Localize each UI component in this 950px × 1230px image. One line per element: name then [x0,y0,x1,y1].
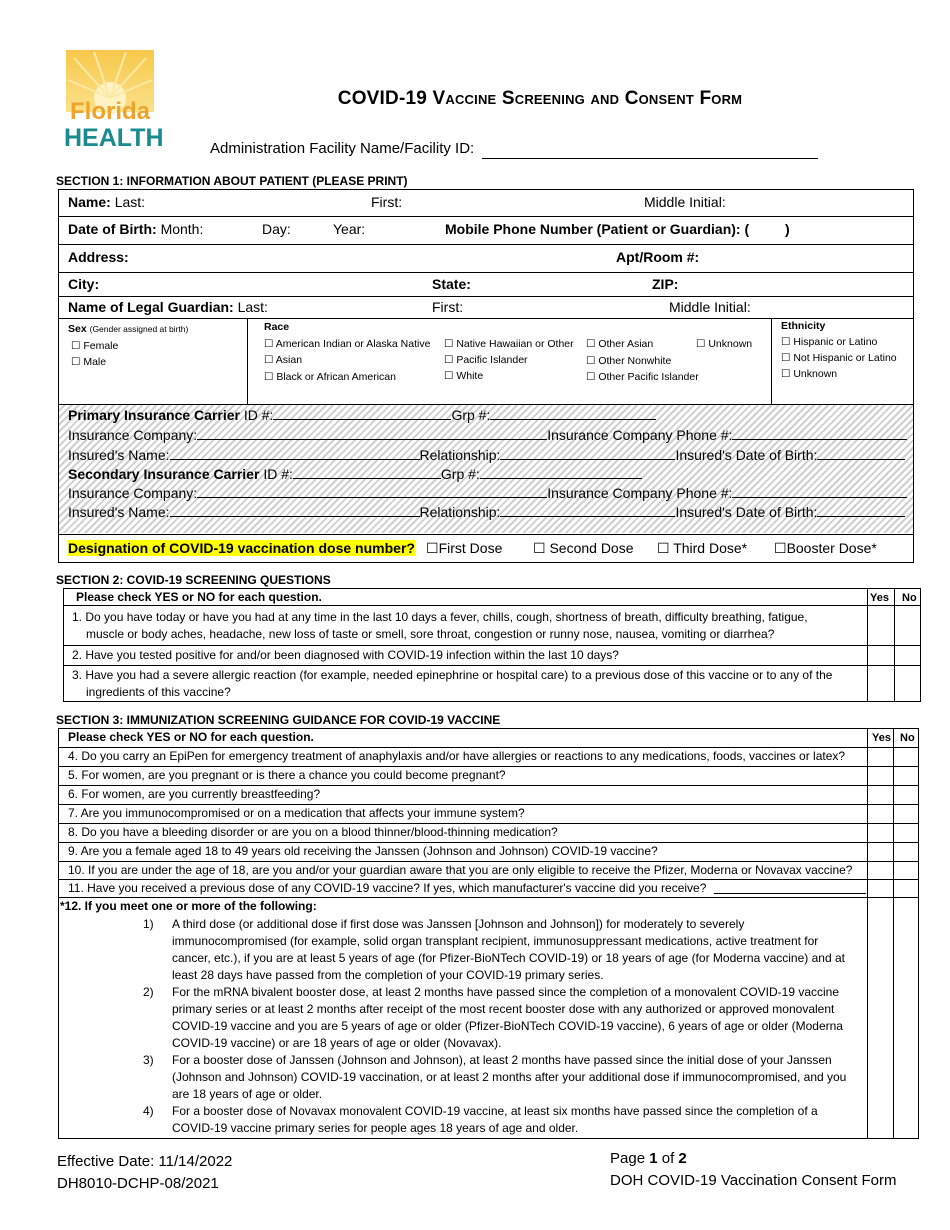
mobile-phone-label[interactable]: Mobile Phone Number (Patient or Guardian): ( [445,221,750,237]
q12-item-line: cancer, etc.), if you are at least 5 years of age (for Pfizer-BioNTech COVID-19) or 18 years of age (for Moderna vaccine) and at [172,951,845,965]
first-name-label: First: [371,194,403,210]
form-name: DOH COVID-19 Vaccination Consent Form [610,1172,897,1189]
q12-item-line: COVID-19 vaccine and you are 5 years of age or older (Pfizer-BioNTech COVID-19 vaccine), 6 years of age or older (Moderna [172,1019,843,1033]
q12-item-line: least 28 days have passed from the completion of your COVID-19 primary series. [172,968,604,982]
yes-header: Yes [872,732,891,744]
primary-insurance-row[interactable] [68,407,656,423]
no-header: No [902,592,917,604]
ethnicity-option[interactable]: ☐ Not Hispanic or Latino [781,352,897,364]
question-row [59,785,918,804]
question-text: 6. For women, are you currently breastfeeding? [68,787,321,801]
sex-female-option[interactable]: ☐ Female [71,340,119,352]
race-option[interactable]: ☐ Asian [264,354,303,366]
q12-item-line: For a booster dose of Novavax monovalent COVID-19 vaccine, at least six months have passed since the completion of a [172,1104,818,1118]
dob-year-label: Year: [333,221,366,237]
guardian-row[interactable] [68,299,268,315]
question-row [59,766,918,785]
middle-initial-label: Middle Initial: [644,194,726,210]
section3-instruction: Please check YES or NO for each question. [68,730,314,744]
q12-item-line: immunocompromised (for example, solid organ transplant recipient, immunosuppressant medications, active treatment for [172,934,819,948]
question-text: 2. Have you tested positive for and/or been diagnosed with COVID-19 infection within the last 10 days? [72,648,619,662]
question-text: 7. Are you immunocompromised or on a medication that affects your immune system? [68,806,525,820]
question-text: 9. Are you a female aged 18 to 49 years old receiving the Janssen (Johnson and Johnson) COVID-19 vaccine? [68,844,658,858]
question-text: 4. Do you carry an EpiPen for emergency treatment of anaphylaxis and/or have allergies or reactions to any medications, foods, vaccines or latex? [68,749,846,763]
q12-item-line: COVID-19 vaccine primary series for people ages 18 years of age and older. [172,1121,579,1135]
dob-month-label: Month: [160,221,204,237]
question-row [59,842,918,861]
primary-carrier-label: Primary Insurance Carrier [68,407,240,423]
question-row [59,747,918,766]
ethnicity-label: Ethnicity [781,320,826,332]
sex-label: Sex [68,323,87,335]
effective-date: Effective Date: 11/14/2022 [57,1153,233,1170]
apt-label[interactable]: Apt/Room #: [616,249,700,265]
race-option[interactable]: ☐ Unknown [696,338,753,350]
dose-second-option[interactable]: ☐ Second Dose [533,540,634,556]
mobile-phone-close: ) [785,221,790,237]
page-title: COVID-19 Vaccine Screening and Consent Form [337,88,743,109]
screening-table [63,588,921,702]
name-label: Name: [68,194,111,210]
question-row [59,879,918,898]
patient-info-box [58,189,914,563]
secondary-insured-row[interactable]: Insured's Name: Relationship: Insured's Date of Birth: [68,504,905,520]
dose-question: Designation of COVID-19 vaccination dose number? [68,540,415,556]
q12-item-line: primary series or at least 2 months after receipt of the most recent booster dose with any authorized or approved monovalent [172,1002,835,1016]
guardian-label: Name of Legal Guardian: [68,299,234,315]
q12-item-line: For a booster dose of Janssen (Johnson and Johnson), at least 2 months have passed since the initial dose of your Janssen [172,1053,832,1067]
question-row [59,823,918,842]
yes-checkbox-column[interactable] [867,747,893,1139]
q12-item-line: COVID-19 vaccine) or are 18 years of age or older (Novavax). [172,1036,502,1050]
zip-label[interactable]: ZIP: [652,276,679,292]
q12-heading: *12. If you meet one or more of the following: [60,899,317,913]
race-option[interactable]: ☐ Black or African American [264,371,396,383]
yes-checkbox-column[interactable] [867,605,894,702]
race-option[interactable]: ☐ Other Pacific Islander [586,371,699,383]
dob-label: Date of Birth: [68,221,157,237]
insurance-block [59,405,913,533]
question-row [64,645,920,666]
race-option[interactable]: ☐ Other Asian [586,338,654,350]
sex-header [68,323,188,335]
ethnicity-option[interactable]: ☐ Hispanic or Latino [781,336,878,348]
section2-instruction: Please check YES or NO for each question. [76,590,322,604]
primary-company-row[interactable]: Insurance Company: Insurance Company Phone #: [68,427,907,443]
dose-booster-option[interactable]: ☐Booster Dose* [774,540,877,556]
dob-row[interactable] [68,221,203,237]
no-header: No [900,732,915,744]
q12-item-line: A third dose (or additional dose if first dose was Janssen [Johnson and Johnson]) for moderately to severely [172,917,745,931]
question-text: muscle or body aches, headache, new loss of taste or smell, sore throat, congestion or runny nose, nausea, vomiting or diarrhea? [86,627,775,641]
facility-label: Administration Facility Name/Facility ID: [210,140,475,157]
secondary-carrier-label: Secondary Insurance Carrier [68,466,260,482]
race-option[interactable]: ☐ Native Hawaiian or Other [444,338,574,350]
question-row [64,665,920,702]
sex-male-option[interactable]: ☐ Male [71,356,107,368]
question-row [59,861,918,880]
question-text: ingredients of this vaccine? [86,685,231,699]
secondary-company-row[interactable]: Insurance Company: Insurance Company Phone #: [68,485,907,501]
q12-item-line: are 18 years of age or older. [172,1087,323,1101]
q12-item-number: 3) [143,1053,154,1067]
question-text: 8. Do you have a bleeding disorder or are you on a blood thinner/blood-thinning medication? [68,825,558,839]
q12-item-number: 2) [143,985,154,999]
q12-item-line: (Johnson and Johnson) COVID-19 vaccination, or at least 2 months after your additional dose if immunocompromised, and you [172,1070,847,1084]
address-label[interactable]: Address: [68,249,129,265]
last-name-label: Last: [114,194,146,210]
ethnicity-option[interactable]: ☐ Unknown [781,368,838,380]
yes-header: Yes [870,592,889,604]
race-label: Race [264,321,290,333]
dose-third-option[interactable]: ☐ Third Dose* [657,540,748,556]
immunization-table [58,728,919,1139]
facility-field[interactable] [482,158,818,159]
name-row[interactable] [68,194,145,210]
race-option[interactable]: ☐ Other Nonwhite [586,355,672,367]
question-text: 3. Have you had a severe allergic reaction (for example, needed epinephrine or hospital care) to a previous dose of this vaccine or to any of the [72,668,833,682]
section3-heading: SECTION 3: IMMUNIZATION SCREENING GUIDANCE FOR COVID-19 VACCINE [56,713,501,727]
no-checkbox-column[interactable] [893,747,919,1139]
question-12-block [59,897,918,1139]
no-checkbox-column[interactable] [894,605,921,702]
question-text: 5. For women, are you pregnant or is there a chance you could become pregnant? [68,768,506,782]
primary-insured-row[interactable]: Insured's Name: Relationship: Insured's Date of Birth: [68,447,905,463]
race-option[interactable]: ☐ American Indian or Alaska Native [264,338,431,350]
sex-note: (Gender assigned at birth) [89,324,189,334]
question-text: 1. Do you have today or have you had at any time in the last 10 days a fever, chills, cough, shortness of breath, difficulty breathing, fatigue, [72,610,808,624]
guardian-first-label: First: [432,299,464,315]
logo-text-florida: Florida [69,98,150,125]
secondary-insurance-row[interactable]: Secondary Insurance Carrier ID #: Grp #: [68,466,642,482]
florida-health-logo [64,50,164,154]
q12-item-number: 4) [143,1104,154,1118]
q12-item-line: For the mRNA bivalent booster dose, at least 2 months have passed since the completion of a monovalent COVID-19 vaccine [172,985,840,999]
primary-grp-label: Grp #: [451,407,491,423]
guardian-mi-label: Middle Initial: [669,299,751,315]
question-row [59,804,918,823]
state-label[interactable]: State: [432,276,471,292]
race-option[interactable]: ☐ White [444,370,484,382]
dob-day-label: Day: [262,221,291,237]
section2-heading: SECTION 2: COVID-19 SCREENING QUESTIONS [56,573,331,587]
guardian-last-label: Last: [237,299,268,315]
city-label[interactable]: City: [68,276,100,292]
primary-id-label: ID #: [243,407,274,423]
question-text: 11. Have you received a previous dose of any COVID-19 vaccine? If yes, which manufacturer's vaccine did you receive? [68,881,707,895]
form-code: DH8010-DCHP-08/2021 [57,1175,219,1192]
page-number: Page 1 of 2 [610,1150,687,1167]
logo-text-health: HEALTH [64,124,164,152]
q12-item-number: 1) [143,917,154,931]
question-text: 10. If you are under the age of 18, are you and/or your guardian aware that you are only eligible to receive the Pfizer, Moderna or Novavax vaccine? [68,863,853,877]
section1-heading: SECTION 1: INFORMATION ABOUT PATIENT (PLEASE PRINT) [56,174,408,188]
race-option[interactable]: ☐ Pacific Islander [444,354,528,366]
question-row [64,605,920,644]
manufacturer-field[interactable] [714,893,866,894]
dose-first-option[interactable]: ☐First Dose [426,540,503,556]
